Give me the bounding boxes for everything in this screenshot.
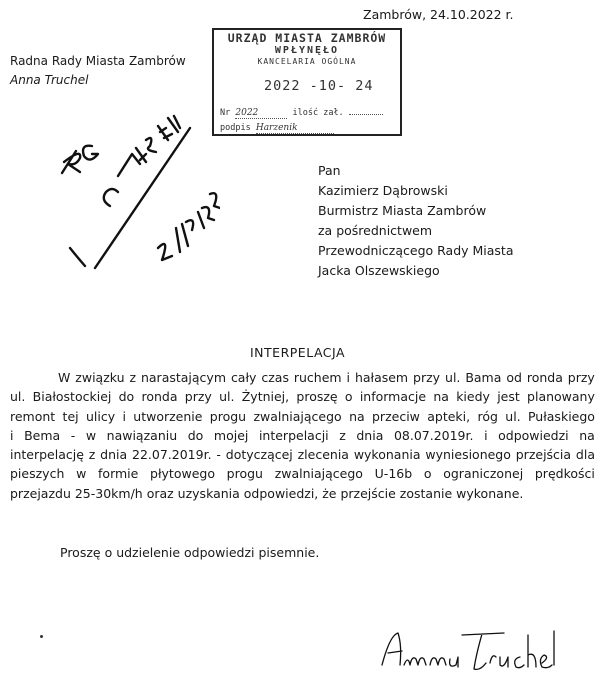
body-word: 08.07.2019r. [393, 427, 474, 443]
body-word: U-16b [374, 466, 413, 482]
body-word: Żytniej, [241, 389, 290, 405]
body-word: kiedy [456, 389, 490, 405]
body-word: ograniczonej [443, 466, 524, 482]
stamp-nr-label: Nr [220, 108, 231, 118]
addressee-name: Kazimierz Dąbrowski [318, 183, 448, 198]
intermediary-name: Jacka Olszewskiego [318, 263, 440, 278]
stamp-signature-label: podpis [220, 123, 251, 133]
addressee-title: Burmistrz Miasta Zambrów [318, 203, 487, 218]
body-word: progu [226, 466, 263, 482]
body-word: przeciw [372, 408, 420, 424]
body-word: czas [261, 370, 289, 385]
body-word: hałasem [354, 370, 409, 385]
sender-name: Anna Truchel [10, 73, 89, 87]
body-line [10, 407, 595, 426]
body-word: nawiązaniu [106, 427, 178, 443]
handwritten-stroke [95, 128, 190, 268]
body-line [10, 426, 595, 445]
body-word: utworzenie [133, 408, 203, 424]
body-word: przejścia [515, 447, 572, 463]
sender-block [10, 52, 186, 90]
body-word: dotyczącej [225, 447, 293, 463]
body-word: ronda [526, 370, 563, 385]
body-word: ul. [505, 408, 521, 424]
body-word: ronda [141, 389, 178, 405]
body-word: o [344, 389, 353, 405]
body-word: 22.07.2019r. [132, 447, 212, 463]
body-word: i [10, 427, 14, 443]
body-line: przejazdu 25-30km/h oraz uzyskania odpowiedzi, że przejście zostanie wykonane. [10, 485, 524, 501]
body-word: zwalniającego [274, 466, 363, 482]
body-word: - [70, 427, 76, 443]
body-word: dnia [356, 427, 384, 443]
body-word: róg [477, 408, 498, 424]
intermediary-title: Przewodniczącego Rady Miasta [318, 243, 514, 258]
body-word: o [423, 466, 432, 482]
body-word: z [88, 447, 96, 463]
body-word: zlecenia [297, 447, 349, 463]
handwritten-stroke [158, 193, 220, 260]
stamp-office: URZĄD MIASTA ZAMBRÓW [227, 31, 387, 45]
body-word: ul. [219, 389, 235, 405]
body-word: z [339, 427, 346, 443]
addressee-block [318, 161, 514, 281]
body-word: remont [10, 408, 56, 424]
body-word: wykonania [353, 447, 421, 463]
body-word: planowany [527, 389, 595, 405]
body-word: z [129, 370, 137, 385]
body-word: przy [413, 370, 441, 385]
body-word: odpowiedzi [498, 427, 569, 443]
body-line [10, 445, 595, 464]
body-word: i [346, 370, 351, 385]
body-line [10, 387, 595, 406]
stamp-department: KANCELARIA OGÓLNA [257, 57, 357, 66]
body-word: proszę [296, 389, 338, 405]
stamp-date: 2022 -10- 24 [264, 78, 374, 94]
stamp-attachments-label: ilość zał. [292, 108, 344, 118]
body-word: wyniesionego [425, 447, 511, 463]
body-word: Bema [24, 427, 61, 443]
body-word: do [187, 427, 204, 443]
body-word: od [506, 370, 522, 385]
body-word: przy [567, 370, 595, 385]
stamp-nr-value: 2022 [235, 108, 287, 119]
body-word: ruchem [293, 370, 342, 385]
body-word: progu [209, 408, 247, 424]
closing-line: Proszę o udzielenie odpowiedzi pisemnie. [60, 545, 320, 560]
body-word: związku [75, 370, 125, 385]
handwritten-stroke [62, 151, 80, 173]
body-word: Pułaskiego [527, 408, 595, 424]
handwritten-routing-note [40, 88, 220, 288]
stamp-attachments-value [349, 114, 383, 115]
sender-role: Radna Rady Miasta Zambrów [10, 54, 186, 68]
handwritten-stroke [118, 116, 180, 176]
body-word: dnia [100, 447, 128, 463]
stamp-signature-row [220, 123, 334, 134]
body-word: Bama [465, 370, 502, 385]
body-word: narastającym [140, 370, 227, 385]
body-word: na [579, 427, 595, 443]
registry-stamp [212, 28, 402, 136]
body-word: ul. [10, 389, 26, 405]
body-word: w [76, 466, 87, 482]
body-paragraph [10, 368, 595, 503]
body-word: do [118, 389, 135, 405]
body-word: formie [98, 466, 139, 482]
handwritten-stroke [83, 146, 98, 160]
body-word: cały [230, 370, 257, 385]
stamp-received: WPŁYNĘŁO [274, 45, 340, 56]
stray-dot [40, 635, 43, 638]
body-word: interpelacji [258, 427, 329, 443]
addressee-salutation: Pan [318, 163, 341, 178]
body-line [10, 368, 595, 387]
body-word: jest [497, 389, 520, 405]
body-word: na [433, 389, 449, 405]
body-word: i [484, 427, 488, 443]
body-word: na [349, 408, 365, 424]
body-word: ul. [445, 370, 461, 385]
stamp-signature-value: Harzenik [256, 123, 334, 134]
body-word: zwalniającego [253, 408, 342, 424]
body-word: informacje [359, 389, 427, 405]
document-date: Zambrów, 24.10.2022 r. [363, 7, 514, 22]
body-word: mojej [213, 427, 249, 443]
body-word: i [122, 408, 126, 424]
addressee-via: za pośrednictwem [318, 223, 433, 238]
body-word: w [85, 427, 97, 443]
body-word: interpelację [10, 447, 84, 463]
handwritten-signature [378, 625, 558, 675]
body-word: Białostockiej [32, 389, 112, 405]
body-word: apteki, [427, 408, 471, 424]
document-heading: INTERPELACJA [250, 345, 346, 360]
body-word: tej [62, 408, 79, 424]
body-word: ulicy [85, 408, 116, 424]
body-word: przy [184, 389, 212, 405]
body-word: prędkości [534, 466, 595, 482]
body-word: W [58, 370, 71, 385]
body-line [10, 464, 595, 483]
body-word: płytowego [150, 466, 215, 482]
body-word: pieszych [10, 466, 65, 482]
body-word: dla [575, 447, 595, 463]
handwritten-stroke [104, 189, 118, 206]
stamp-number-row [220, 108, 383, 119]
handwritten-stroke [70, 248, 85, 266]
body-word: - [216, 447, 221, 463]
